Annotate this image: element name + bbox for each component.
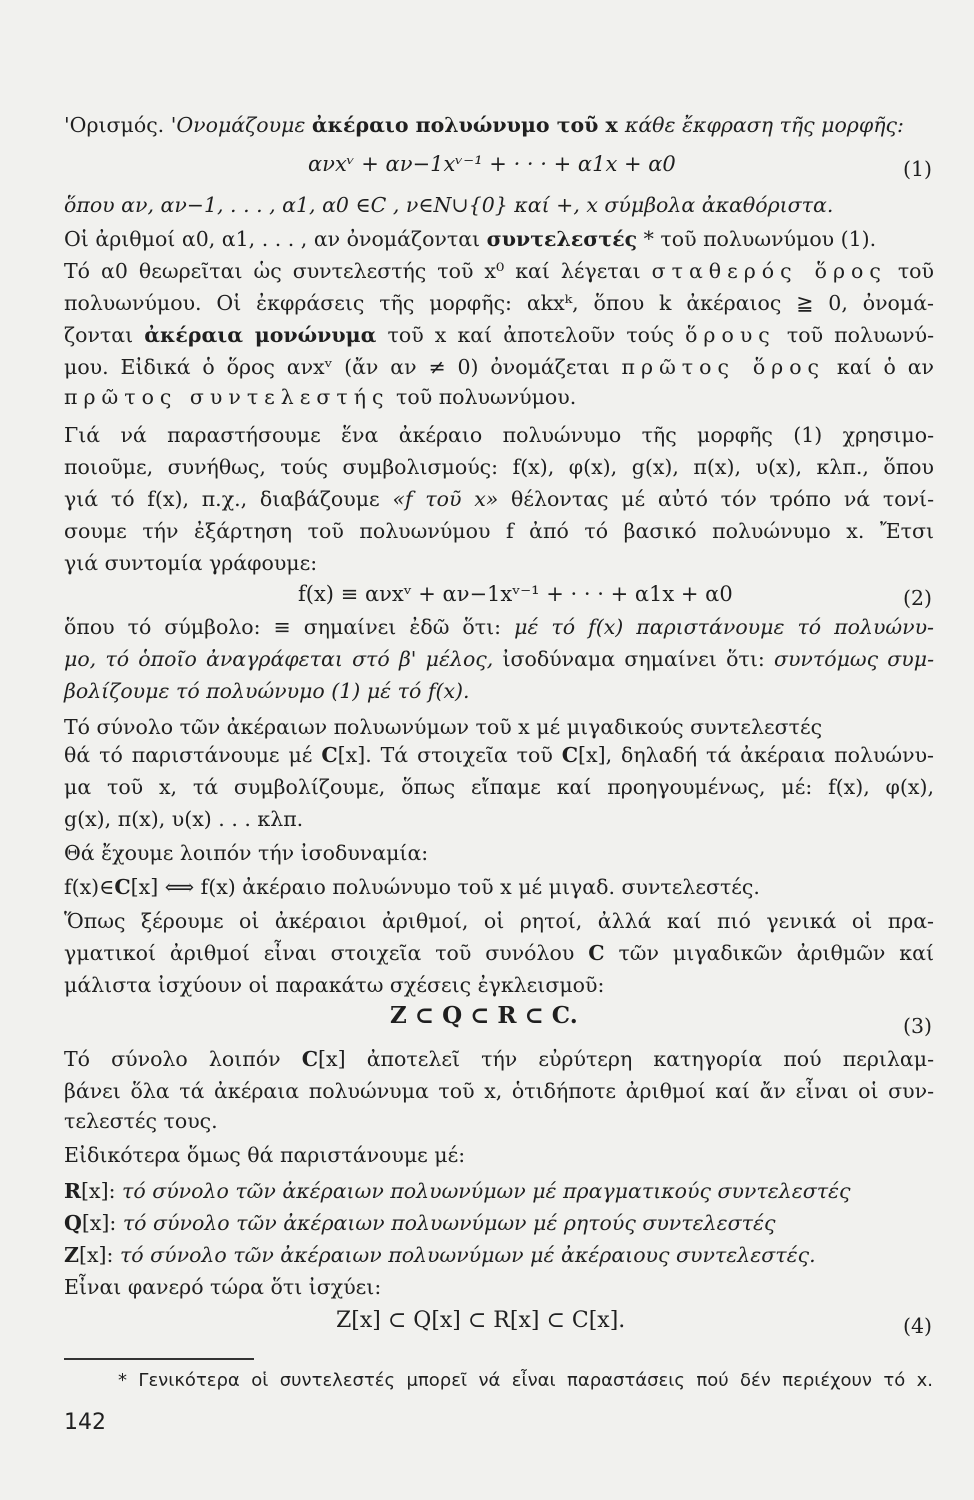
footnote: * Γενικότερα οἱ συντελεστές μπορεῖ νά εἶναι παραστάσεις πού δέν περιέχουν τό x. <box>118 1370 933 1391</box>
text-span: Τό σύνολο τῶν ἀκέραιων πολυωνύμων τοῦ x μέ μιγαδικούς συντελεστές <box>64 715 823 739</box>
text-span: Θά ἔχουμε λοιπόν τήν ἰσοδυναμία: <box>64 841 429 865</box>
text-span: τό σύνολο τῶν ἀκέραιων πολυωνύμων μέ πραγματικούς συντελεστές <box>122 1179 851 1203</box>
text-span: τελεστές τους. <box>64 1109 218 1133</box>
text-span: μέ τό f(x) παριστάνουμε τό πολυώνυ- <box>514 615 934 639</box>
text-line <box>64 804 934 834</box>
text-span: [x] ⟺ f(x) ἀκέραιο πολυώνυμο τοῦ x μέ μιγαδ. συντελεστές. <box>130 875 760 899</box>
text-line <box>64 190 934 220</box>
text-line <box>64 382 934 412</box>
text-line <box>64 320 934 350</box>
text-line <box>64 1140 934 1170</box>
text-span: [x]. Τά στοιχεῖα τοῦ <box>337 743 562 767</box>
text-line <box>64 110 934 140</box>
text-span: μου. Εἰδικά ὁ ὅρος ανxᵛ (ἄν αν ≠ 0) ὀνομάζεται <box>64 355 622 379</box>
text-span: [x]: <box>81 1179 123 1203</box>
text-span: Q <box>64 1211 82 1235</box>
text-span: 'Ορισμός. <box>64 113 171 137</box>
equation-1: ανxᵛ + αν−1xᵛ⁻¹ + · · · + α1x + α0 <box>308 152 676 176</box>
text-span: [x]: <box>78 1243 120 1267</box>
text-line <box>64 288 934 318</box>
text-span: τῶν μιγαδικῶν ἀριθμῶν καί <box>604 941 934 965</box>
text-span: γιά συντομία γράφουμε: <box>64 551 318 575</box>
text-span: τό σύνολο τῶν ἀκέραιων πολυωνύμων μέ ἀκέραιους συντελεστές. <box>119 1243 816 1267</box>
text-span: ζονται <box>64 323 145 347</box>
text-line <box>64 676 934 706</box>
text-span: θά τό παριστάνουμε μέ <box>64 743 322 767</box>
equation-3-number: (3) <box>902 1014 932 1038</box>
text-span: βάνει ὅλα τά ἀκέραια πολυώνυμα τοῦ x, ὁτιδήποτε ἀριθμοί καί ἄν εἶναι οἱ συν- <box>64 1079 934 1103</box>
text-line <box>64 420 934 450</box>
text-line <box>64 1208 934 1238</box>
text-line <box>64 838 934 868</box>
text-span: * τοῦ πολυωνύμου (1). <box>637 227 877 251</box>
footnote-rule <box>64 1358 254 1360</box>
text-line <box>64 1044 934 1074</box>
text-line <box>64 224 934 254</box>
text-span: βολίζουμε τό πολυώνυμο (1) μέ τό f(x). <box>64 679 470 703</box>
text-span: Εἰδικότερα ὅμως θά παριστάνουμε μέ: <box>64 1143 466 1167</box>
text-line <box>64 1240 934 1270</box>
text-span: γματικοί ἀριθμοί εἶναι στοιχεῖα τοῦ συνόλου <box>64 941 589 965</box>
text-line <box>64 644 934 674</box>
text-span: [x] ἀποτελεῖ τήν εὐρύτερη κατηγορία πού περιλαμ- <box>318 1047 935 1071</box>
text-line <box>64 740 934 770</box>
equation-2: f(x) ≡ ανxᵛ + αν−1xᵛ⁻¹ + · · · + α1x + α0 <box>298 582 733 606</box>
text-span: Οἱ ἀριθμοί α0, α1, . . . , αν ὀνομάζονται <box>64 227 487 251</box>
text-span: τό σύνολο τῶν ἀκέραιων πολυωνύμων μέ ρητούς συντελεστές <box>122 1211 776 1235</box>
text-span: συντόμως συμ- <box>773 647 934 671</box>
page-number: 142 <box>64 1410 106 1435</box>
text-span: καί +, x σύμβολα ἀκαθόριστα. <box>514 193 834 217</box>
text-span: g(x), π(x), υ(x) . . . κλπ. <box>64 807 304 831</box>
text-line <box>64 516 934 546</box>
text-span: καί ὁ αν <box>825 355 934 379</box>
text-line <box>64 256 934 286</box>
text-line <box>64 1106 934 1136</box>
text-span: τοῦ πολυωνύμου. <box>389 385 577 409</box>
text-span: ποιοῦμε, συνήθως, τούς συμβολισμούς: f(x), φ(x), g(x), π(x), υ(x), κλπ., ὅπου <box>64 455 934 479</box>
text-line <box>64 712 934 742</box>
text-span: τοῦ <box>886 259 934 283</box>
text-line <box>64 548 934 578</box>
text-line <box>64 872 934 902</box>
text-span: [x]: <box>81 1211 123 1235</box>
text-span: C <box>561 743 579 767</box>
text-span: Γιά νά παραστήσουμε ἕνα ἀκέραιο πολυώνυμο τῆς μορφῆς (1) χρησιμο- <box>64 423 934 447</box>
text-span: ὅπου αν, αν−1, . . . , α1, α0 ∈C , ν∈N∪{0} <box>64 193 515 217</box>
equation-2-number: (2) <box>902 586 932 610</box>
text-line <box>64 906 934 936</box>
text-span: πρῶτος συντελεστής <box>64 385 390 409</box>
text-span: Εἶναι φανερό τώρα ὅτι ἰσχύει: <box>64 1275 382 1299</box>
text-line <box>64 612 934 642</box>
text-span: ὅπου τό σύμβολο: ≡ σημαίνει ἐδῶ ὅτι: <box>64 615 515 639</box>
text-line <box>64 1272 934 1302</box>
text-span: ἀκέραιο πολυώνυμο τοῦ x <box>311 113 625 137</box>
text-line <box>64 452 934 482</box>
text-span: 'Ονομάζουμε <box>170 113 312 137</box>
text-span: μο, τό ὁποῖο ἀναγράφεται στό β' μέλος, <box>64 647 494 671</box>
text-span: ἀκέραια μονώνυμα <box>144 323 377 347</box>
text-span: ὅρους <box>685 323 776 347</box>
text-line <box>64 938 934 968</box>
equation-1-number: (1) <box>902 157 932 181</box>
text-line <box>64 1076 934 1106</box>
text-span: [x], δηλαδή τά ἀκέραια πολυώνυ- <box>578 743 934 767</box>
text-line <box>64 772 934 802</box>
equation-3: Z ⊂ Q ⊂ R ⊂ C. <box>390 1002 578 1029</box>
text-span: C <box>321 743 338 767</box>
text-span: γιά τό f(x), π.χ., διαβάζουμε <box>64 487 393 511</box>
text-span: C <box>301 1047 319 1071</box>
text-span: μάλιστα ἰσχύουν οἱ παρακάτω σχέσεις ἐγκλεισμοῦ: <box>64 973 605 997</box>
text-span: Ὅπως ξέρουμε οἱ ἀκέραιοι ἀριθμοί, οἱ ρητοί, ἀλλά καί πιό γενικά οἱ πρα- <box>64 909 934 933</box>
text-span: f(x)∈ <box>64 875 115 899</box>
text-span: Τό σύνολο λοιπόν <box>64 1047 302 1071</box>
text-span: θέλοντας μέ αὐτό τόν τρόπο νά τονί- <box>498 487 934 511</box>
text-span: σταθερός ὅρος <box>651 259 887 283</box>
text-span: πολυωνύμου. Οἱ ἐκφράσεις τῆς μορφῆς: αkxᵏ, ὅπου k ἀκέραιος ≧ 0, ὀνομά- <box>64 291 934 315</box>
text-span: ἰσοδύναμα σημαίνει ὅτι: <box>493 647 774 671</box>
text-line <box>64 1176 934 1206</box>
text-span: συντελεστές <box>486 227 638 251</box>
text-span: R <box>64 1179 82 1203</box>
text-span: σουμε τήν ἐξάρτηση τοῦ πολυωνύμου f ἀπό τό βασικό πολυώνυμο x. Ἔτσι <box>64 519 934 543</box>
text-span: Z <box>64 1243 79 1267</box>
text-span: μα τοῦ x, τά συμβολίζουμε, ὅπως εἴπαμε καί προηγουμένως, μέ: f(x), φ(x), <box>64 775 934 799</box>
text-span: Τό α0 θεωρεῖται ὡς συντελεστής τοῦ x⁰ καί λέγεται <box>64 259 652 283</box>
text-span: C <box>114 875 131 899</box>
equation-4-number: (4) <box>902 1314 932 1338</box>
text-line <box>64 484 934 514</box>
text-span: C <box>588 941 605 965</box>
text-span: πρῶτος ὅρος <box>621 355 826 379</box>
text-span: τοῦ x καί ἀποτελοῦν τούς <box>376 323 686 347</box>
text-line <box>64 352 934 382</box>
equation-4: Z[x] ⊂ Q[x] ⊂ R[x] ⊂ C[x]. <box>336 1308 626 1333</box>
text-span: κάθε ἔκφραση τῆς μορφῆς: <box>624 113 904 137</box>
text-span: τοῦ πολυωνύ- <box>775 323 935 347</box>
text-span: «f τοῦ x» <box>392 487 499 511</box>
text-line <box>64 970 934 1000</box>
